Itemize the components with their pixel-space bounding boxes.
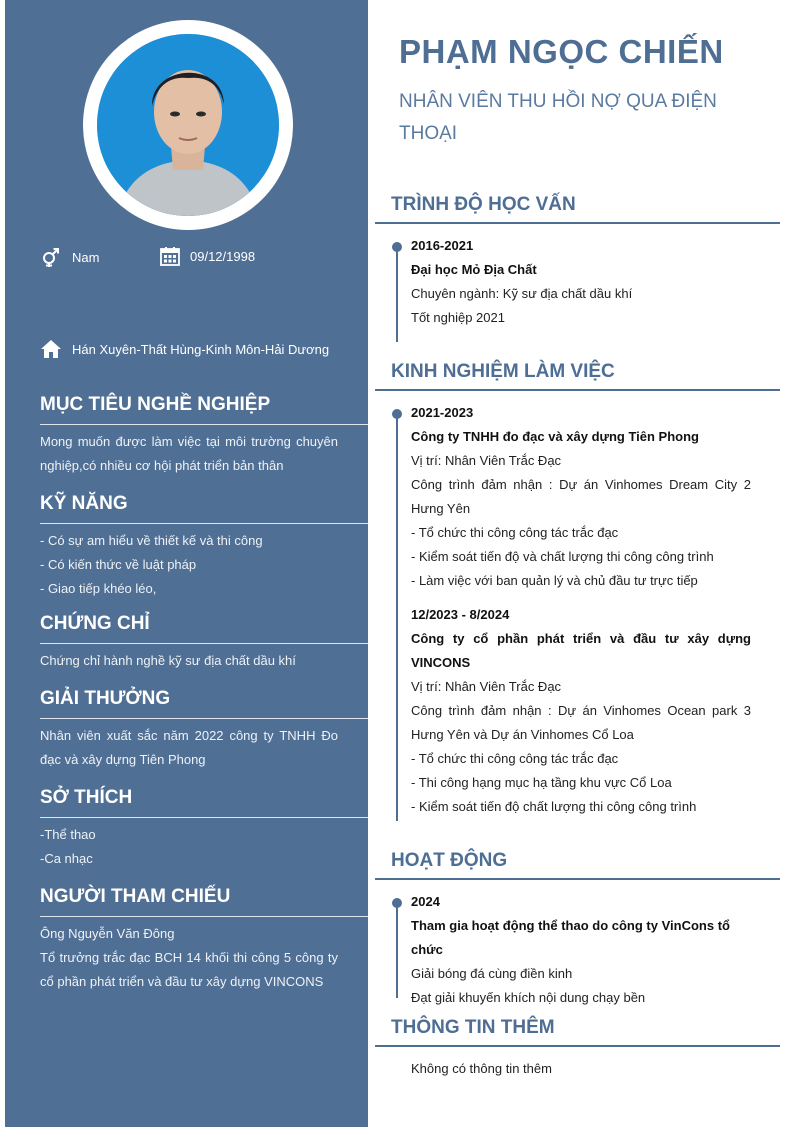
job-entry-1 bbox=[411, 401, 751, 593]
job-company: Công ty cổ phần phát triển và đầu tư xây dựng VINCONS bbox=[411, 631, 751, 670]
skills-list bbox=[40, 529, 338, 601]
birthdate-info bbox=[160, 246, 255, 266]
list-item: - Giao tiếp khéo léo, bbox=[40, 581, 157, 596]
timeline-line bbox=[396, 413, 398, 821]
main-content bbox=[375, 0, 800, 1127]
job-title: NHÂN VIÊN THU HỒI NỢ QUA ĐIỆN THOẠI bbox=[399, 91, 717, 144]
job-company: Công ty TNHH đo đạc và xây dựng Tiên Phong bbox=[411, 429, 699, 444]
address-value: Hán Xuyên-Thất Hùng-Kinh Môn-Hải Dương bbox=[72, 341, 330, 357]
skills-heading: KỸ NĂNG bbox=[40, 493, 368, 524]
education-period: 2016-2021 bbox=[411, 238, 474, 253]
awards-heading: GIẢI THƯỞNG bbox=[40, 688, 368, 719]
certificates-heading: CHỨNG CHỈ bbox=[40, 613, 368, 644]
experience-heading: KINH NGHIỆM LÀM VIỆC bbox=[375, 361, 780, 391]
candidate-name: PHẠM NGỌC CHIẾN bbox=[399, 33, 724, 70]
timeline-line bbox=[396, 246, 398, 342]
list-item: - Có kiến thức về luật pháp bbox=[40, 557, 197, 572]
job-duty: - Thi công hạng mục hạ tầng khu vực Cổ Loa bbox=[411, 775, 672, 790]
job-duty: - Làm việc với ban quản lý và chủ đầu tư trực tiếp bbox=[411, 573, 698, 588]
activity-item: Giải bóng đá cùng điền kinh bbox=[411, 966, 573, 981]
education-school: Đại học Mỏ Địa Chất bbox=[411, 262, 537, 277]
activity-name: Tham gia hoạt động thể thao do công ty VinCons tổ chức bbox=[411, 918, 730, 957]
address-info bbox=[40, 339, 329, 359]
objective-heading: MỤC TIÊU NGHỀ NGHIỆP bbox=[40, 394, 368, 425]
job-position: Vị trí: Nhân Viên Trắc Đạc bbox=[411, 453, 562, 468]
activity-item: Đạt giải khuyến khích nội dung chạy bền bbox=[411, 990, 646, 1005]
activity-entry bbox=[411, 890, 751, 1010]
job-period: 2021-2023 bbox=[411, 405, 474, 420]
gender-value: Nam bbox=[72, 249, 100, 265]
job-duty: - Kiểm soát tiến độ chất lượng thi công công trình bbox=[411, 799, 697, 814]
references-block bbox=[40, 922, 338, 994]
education-status: Tốt nghiệp 2021 bbox=[411, 310, 505, 325]
reference-description: Tổ trưởng trắc đạc BCH 14 khối thi công 5 công ty cổ phần phát triển và đầu tư xây dựng VINCONS bbox=[40, 950, 338, 989]
job-project: Công trình đảm nhận : Dự án Vinhomes Ocean park 3 Hưng Yên và Dự án Vinhomes Cổ Loa bbox=[411, 703, 751, 742]
references-heading: NGƯỜI THAM CHIẾU bbox=[40, 886, 368, 917]
education-major: Chuyên ngành: Kỹ sư địa chất dầu khí bbox=[411, 286, 633, 301]
education-heading: TRÌNH ĐỘ HỌC VẤN bbox=[375, 194, 780, 224]
hobbies-heading: SỞ THÍCH bbox=[40, 787, 368, 818]
list-item: -Thể thao bbox=[40, 827, 96, 842]
timeline-dot bbox=[392, 409, 402, 419]
objective-text: Mong muốn được làm việc tại môi trường chuyên nghiệp,có nhiều cơ hội phát triển bản thân bbox=[40, 434, 338, 473]
education-entry bbox=[411, 234, 751, 330]
job-period: 12/2023 - 8/2024 bbox=[411, 607, 510, 622]
sidebar bbox=[5, 0, 368, 1127]
list-item: - Có sự am hiểu về thiết kế và thi công bbox=[40, 533, 263, 548]
awards-text: Nhân viên xuất sắc năm 2022 công ty TNHH Đo đạc và xây dựng Tiên Phong bbox=[40, 728, 338, 767]
certificates-text: Chứng chỉ hành nghề kỹ sư địa chất dầu khí bbox=[40, 653, 296, 668]
additional-heading: THÔNG TIN THÊM bbox=[375, 1017, 780, 1047]
birthdate-value: 09/12/1998 bbox=[190, 248, 256, 264]
reference-name: Ông Nguyễn Văn Đông bbox=[40, 926, 175, 941]
additional-text: Không có thông tin thêm bbox=[411, 1061, 552, 1076]
hobbies-list bbox=[40, 823, 338, 871]
job-duty: - Tổ chức thi công công tác trắc đạc bbox=[411, 525, 619, 540]
home-icon bbox=[40, 339, 62, 359]
calendar-icon bbox=[160, 246, 180, 266]
list-item: -Ca nhạc bbox=[40, 851, 93, 866]
gender-icon bbox=[40, 246, 62, 268]
timeline-dot bbox=[392, 242, 402, 252]
profile-photo bbox=[97, 34, 279, 216]
timeline-line bbox=[396, 902, 398, 998]
job-position: Vị trí: Nhân Viên Trắc Đạc bbox=[411, 679, 562, 694]
activities-heading: HOẠT ĐỘNG bbox=[375, 850, 780, 880]
profile-photo-frame bbox=[83, 20, 293, 230]
job-project: Công trình đảm nhận : Dự án Vinhomes Dream City 2 Hưng Yên bbox=[411, 477, 751, 516]
activity-year: 2024 bbox=[411, 894, 440, 909]
job-duty: - Kiểm soát tiến độ và chất lượng thi công công trình bbox=[411, 549, 714, 564]
job-duty: - Tổ chức thi công công tác trắc đạc bbox=[411, 751, 619, 766]
job-entry-2 bbox=[411, 603, 751, 819]
timeline-dot bbox=[392, 898, 402, 908]
gender-info bbox=[40, 246, 99, 268]
